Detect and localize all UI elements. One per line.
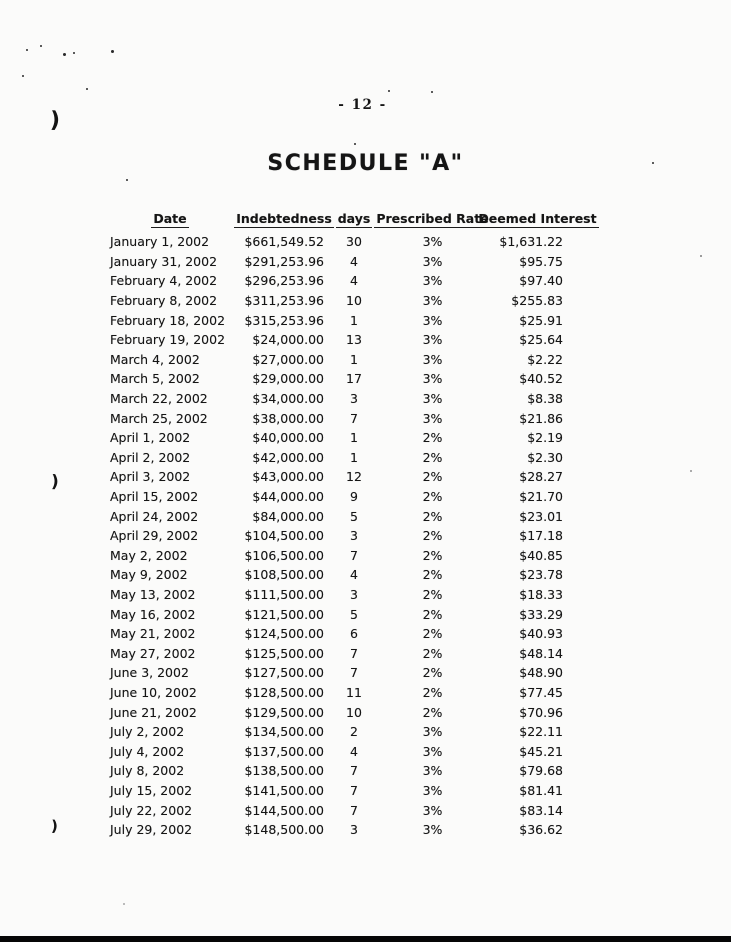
cell-indebtedness: $137,500.00	[244, 743, 324, 759]
cell-days: 5	[350, 606, 358, 622]
cell-rate: 2%	[422, 645, 443, 661]
table-row	[100, 252, 590, 272]
cell-rate: 3%	[422, 234, 443, 250]
table-row	[100, 604, 590, 624]
cell-interest: $83.14	[519, 802, 563, 818]
scan-speck	[123, 903, 125, 905]
cell-date: April 15, 2002	[110, 489, 199, 505]
scan-edge-bottom	[0, 936, 731, 942]
cell-rate: 2%	[422, 684, 443, 700]
cell-rate: 2%	[422, 704, 443, 720]
cell-interest: $77.45	[519, 684, 563, 700]
cell-indebtedness: $24,000.00	[252, 332, 324, 348]
cell-interest: $25.64	[519, 332, 563, 348]
cell-indebtedness: $121,500.00	[244, 606, 324, 622]
table-row	[100, 271, 590, 291]
cell-date: May 27, 2002	[110, 645, 196, 661]
cell-indebtedness: $124,500.00	[244, 626, 324, 642]
table-row	[100, 702, 590, 722]
cell-indebtedness: $40,000.00	[252, 430, 324, 446]
cell-days: 11	[346, 684, 362, 700]
cell-interest: $21.86	[519, 410, 563, 426]
cell-rate: 3%	[422, 743, 443, 759]
cell-days: 3	[350, 391, 358, 407]
cell-indebtedness: $44,000.00	[252, 489, 324, 505]
cell-rate: 3%	[422, 253, 443, 269]
cell-date: July 22, 2002	[110, 802, 193, 818]
cell-indebtedness: $125,500.00	[244, 645, 324, 661]
cell-rate: 2%	[422, 665, 443, 681]
cell-date: February 4, 2002	[110, 273, 218, 289]
cell-interest: $25.91	[519, 312, 563, 328]
cell-days: 7	[350, 665, 358, 681]
cell-interest: $70.96	[519, 704, 563, 720]
cell-rate: 2%	[422, 489, 443, 505]
header-deemed-interest	[478, 211, 597, 231]
scan-speck	[63, 53, 66, 56]
scan-speck	[690, 470, 692, 472]
cell-date: July 4, 2002	[110, 743, 185, 759]
cell-interest: $23.01	[519, 508, 563, 524]
cell-days: 10	[346, 293, 362, 309]
cell-indebtedness: $34,000.00	[252, 391, 324, 407]
cell-interest: $21.70	[519, 489, 563, 505]
cell-date: January 1, 2002	[110, 234, 210, 250]
margin-bracket-mark: )	[49, 107, 61, 134]
cell-date: July 15, 2002	[110, 782, 193, 798]
cell-interest: $2.30	[527, 449, 563, 465]
table-row	[100, 624, 590, 644]
cell-indebtedness: $111,500.00	[244, 586, 324, 602]
cell-date: February 8, 2002	[110, 293, 218, 309]
cell-days: 1	[350, 351, 358, 367]
cell-date: May 13, 2002	[110, 586, 196, 602]
table-row	[100, 663, 590, 683]
cell-interest: $48.90	[519, 665, 563, 681]
cell-interest: $33.29	[519, 606, 563, 622]
cell-indebtedness: $129,500.00	[244, 704, 324, 720]
cell-days: 2	[350, 724, 358, 740]
cell-days: 4	[350, 567, 358, 583]
table-row	[100, 232, 590, 252]
header-indebtedness-label: Indebtedness	[236, 211, 332, 226]
cell-days: 7	[350, 763, 358, 779]
cell-date: June 10, 2002	[110, 684, 197, 700]
cell-indebtedness: $84,000.00	[252, 508, 324, 524]
cell-days: 17	[346, 371, 362, 387]
table-row	[100, 741, 590, 761]
cell-days: 10	[346, 704, 362, 720]
cell-date: March 5, 2002	[110, 371, 200, 387]
cell-indebtedness: $27,000.00	[252, 351, 324, 367]
table-row	[100, 291, 590, 311]
cell-days: 1	[350, 430, 358, 446]
cell-date: January 31, 2002	[110, 253, 218, 269]
cell-interest: $40.52	[519, 371, 563, 387]
cell-rate: 3%	[422, 822, 443, 838]
cell-date: July 2, 2002	[110, 724, 185, 740]
cell-rate: 3%	[422, 293, 443, 309]
cell-interest: $23.78	[519, 567, 563, 583]
scan-speck	[22, 75, 24, 77]
cell-interest: $48.14	[519, 645, 563, 661]
cell-indebtedness: $29,000.00	[252, 371, 324, 387]
cell-date: April 24, 2002	[110, 508, 199, 524]
cell-rate: 2%	[422, 469, 443, 485]
header-date-label: Date	[153, 211, 187, 226]
cell-indebtedness: $148,500.00	[244, 822, 324, 838]
table-row	[100, 389, 590, 409]
cell-interest: $40.85	[519, 547, 563, 563]
header-prescribed-rate	[376, 211, 489, 231]
cell-rate: 2%	[422, 626, 443, 642]
cell-rate: 3%	[422, 312, 443, 328]
cell-days: 7	[350, 645, 358, 661]
scan-speck	[431, 91, 433, 93]
table-row	[100, 467, 590, 487]
cell-interest: $28.27	[519, 469, 563, 485]
cell-days: 3	[350, 586, 358, 602]
cell-rate: 2%	[422, 547, 443, 563]
cell-date: April 29, 2002	[110, 528, 199, 544]
cell-days: 3	[350, 528, 358, 544]
cell-indebtedness: $134,500.00	[244, 724, 324, 740]
cell-indebtedness: $661,549.52	[244, 234, 324, 250]
cell-date: May 9, 2002	[110, 567, 188, 583]
scan-speck	[26, 49, 28, 51]
cell-date: May 21, 2002	[110, 626, 196, 642]
header-indebtedness	[236, 211, 332, 231]
table-row	[100, 487, 590, 507]
table-row	[100, 546, 590, 566]
cell-days: 4	[350, 273, 358, 289]
schedule-title: SCHEDULE "A"	[267, 151, 464, 176]
cell-rate: 2%	[422, 430, 443, 446]
cell-date: April 3, 2002	[110, 469, 191, 485]
cell-rate: 3%	[422, 391, 443, 407]
table-row	[100, 820, 590, 840]
cell-indebtedness: $108,500.00	[244, 567, 324, 583]
cell-indebtedness: $43,000.00	[252, 469, 324, 485]
scan-speck	[86, 88, 88, 90]
cell-days: 7	[350, 547, 358, 563]
cell-rate: 2%	[422, 449, 443, 465]
table-row	[100, 350, 590, 370]
cell-days: 9	[350, 489, 358, 505]
cell-days: 30	[346, 234, 362, 250]
cell-days: 12	[346, 469, 362, 485]
cell-interest: $255.83	[511, 293, 563, 309]
cell-interest: $1,631.22	[499, 234, 563, 250]
cell-days: 7	[350, 782, 358, 798]
cell-rate: 2%	[422, 567, 443, 583]
cell-rate: 2%	[422, 528, 443, 544]
cell-date: April 2, 2002	[110, 449, 191, 465]
cell-interest: $79.68	[519, 763, 563, 779]
cell-date: April 1, 2002	[110, 430, 191, 446]
cell-date: May 2, 2002	[110, 547, 188, 563]
cell-rate: 3%	[422, 763, 443, 779]
cell-date: March 4, 2002	[110, 351, 200, 367]
table-row	[100, 506, 590, 526]
cell-indebtedness: $291,253.96	[244, 253, 324, 269]
cell-days: 3	[350, 822, 358, 838]
cell-date: June 3, 2002	[110, 665, 189, 681]
cell-interest: $2.19	[527, 430, 563, 446]
header-prescribed-rate-label: Prescribed Rate	[376, 211, 489, 226]
cell-indebtedness: $127,500.00	[244, 665, 324, 681]
cell-rate: 3%	[422, 371, 443, 387]
table-row	[100, 722, 590, 742]
cell-indebtedness: $138,500.00	[244, 763, 324, 779]
cell-indebtedness: $38,000.00	[252, 410, 324, 426]
cell-days: 7	[350, 802, 358, 818]
cell-indebtedness: $141,500.00	[244, 782, 324, 798]
scan-speck	[388, 90, 390, 92]
cell-indebtedness: $315,253.96	[244, 312, 324, 328]
scan-speck	[40, 45, 42, 47]
table-row	[100, 585, 590, 605]
cell-days: 1	[350, 312, 358, 328]
scan-speck	[111, 50, 114, 53]
table-row	[100, 526, 590, 546]
cell-rate: 3%	[422, 782, 443, 798]
table-row	[100, 330, 590, 350]
table-row	[100, 800, 590, 820]
cell-rate: 3%	[422, 351, 443, 367]
cell-interest: $81.41	[519, 782, 563, 798]
table-row	[100, 761, 590, 781]
schedule-table-body	[100, 232, 590, 839]
page-number: - 12 -	[338, 97, 387, 113]
cell-rate: 2%	[422, 508, 443, 524]
cell-date: March 25, 2002	[110, 410, 208, 426]
cell-interest: $18.33	[519, 586, 563, 602]
cell-interest: $2.22	[527, 351, 563, 367]
cell-indebtedness: $104,500.00	[244, 528, 324, 544]
table-row	[100, 643, 590, 663]
margin-bracket-mark: )	[50, 816, 59, 836]
table-row	[100, 781, 590, 801]
cell-interest: $8.38	[527, 391, 563, 407]
cell-date: July 8, 2002	[110, 763, 185, 779]
cell-days: 1	[350, 449, 358, 465]
cell-days: 4	[350, 743, 358, 759]
cell-rate: 3%	[422, 410, 443, 426]
cell-interest: $22.11	[519, 724, 563, 740]
cell-days: 7	[350, 410, 358, 426]
header-date	[100, 211, 240, 231]
cell-rate: 3%	[422, 332, 443, 348]
cell-date: March 22, 2002	[110, 391, 208, 407]
cell-indebtedness: $42,000.00	[252, 449, 324, 465]
cell-indebtedness: $106,500.00	[244, 547, 324, 563]
scan-speck	[73, 52, 75, 54]
cell-indebtedness: $296,253.96	[244, 273, 324, 289]
cell-interest: $97.40	[519, 273, 563, 289]
cell-rate: 2%	[422, 606, 443, 622]
cell-rate: 3%	[422, 802, 443, 818]
cell-date: May 16, 2002	[110, 606, 196, 622]
schedule-table	[100, 211, 597, 839]
cell-date: July 29, 2002	[110, 822, 193, 838]
scan-speck	[126, 179, 128, 181]
table-row	[100, 369, 590, 389]
cell-date: February 18, 2002	[110, 312, 226, 328]
header-days	[328, 211, 380, 231]
scan-speck	[354, 143, 356, 145]
cell-days: 4	[350, 253, 358, 269]
table-row	[100, 448, 590, 468]
header-deemed-interest-label: Deemed Interest	[478, 211, 597, 226]
cell-days: 6	[350, 626, 358, 642]
table-header-row	[100, 211, 597, 231]
table-row	[100, 310, 590, 330]
cell-rate: 3%	[422, 273, 443, 289]
cell-interest: $36.62	[519, 822, 563, 838]
cell-indebtedness: $311,253.96	[244, 293, 324, 309]
table-row	[100, 565, 590, 585]
table-row	[100, 683, 590, 703]
table-row	[100, 428, 590, 448]
cell-days: 13	[346, 332, 362, 348]
cell-interest: $17.18	[519, 528, 563, 544]
cell-rate: 2%	[422, 586, 443, 602]
cell-interest: $40.93	[519, 626, 563, 642]
margin-bracket-mark: )	[50, 471, 60, 493]
cell-indebtedness: $144,500.00	[244, 802, 324, 818]
cell-indebtedness: $128,500.00	[244, 684, 324, 700]
header-days-label: days	[337, 211, 371, 226]
cell-interest: $45.21	[519, 743, 563, 759]
cell-rate: 3%	[422, 724, 443, 740]
scan-speck	[700, 255, 702, 257]
table-row	[100, 408, 590, 428]
cell-date: June 21, 2002	[110, 704, 197, 720]
cell-days: 5	[350, 508, 358, 524]
cell-date: February 19, 2002	[110, 332, 226, 348]
cell-interest: $95.75	[519, 253, 563, 269]
